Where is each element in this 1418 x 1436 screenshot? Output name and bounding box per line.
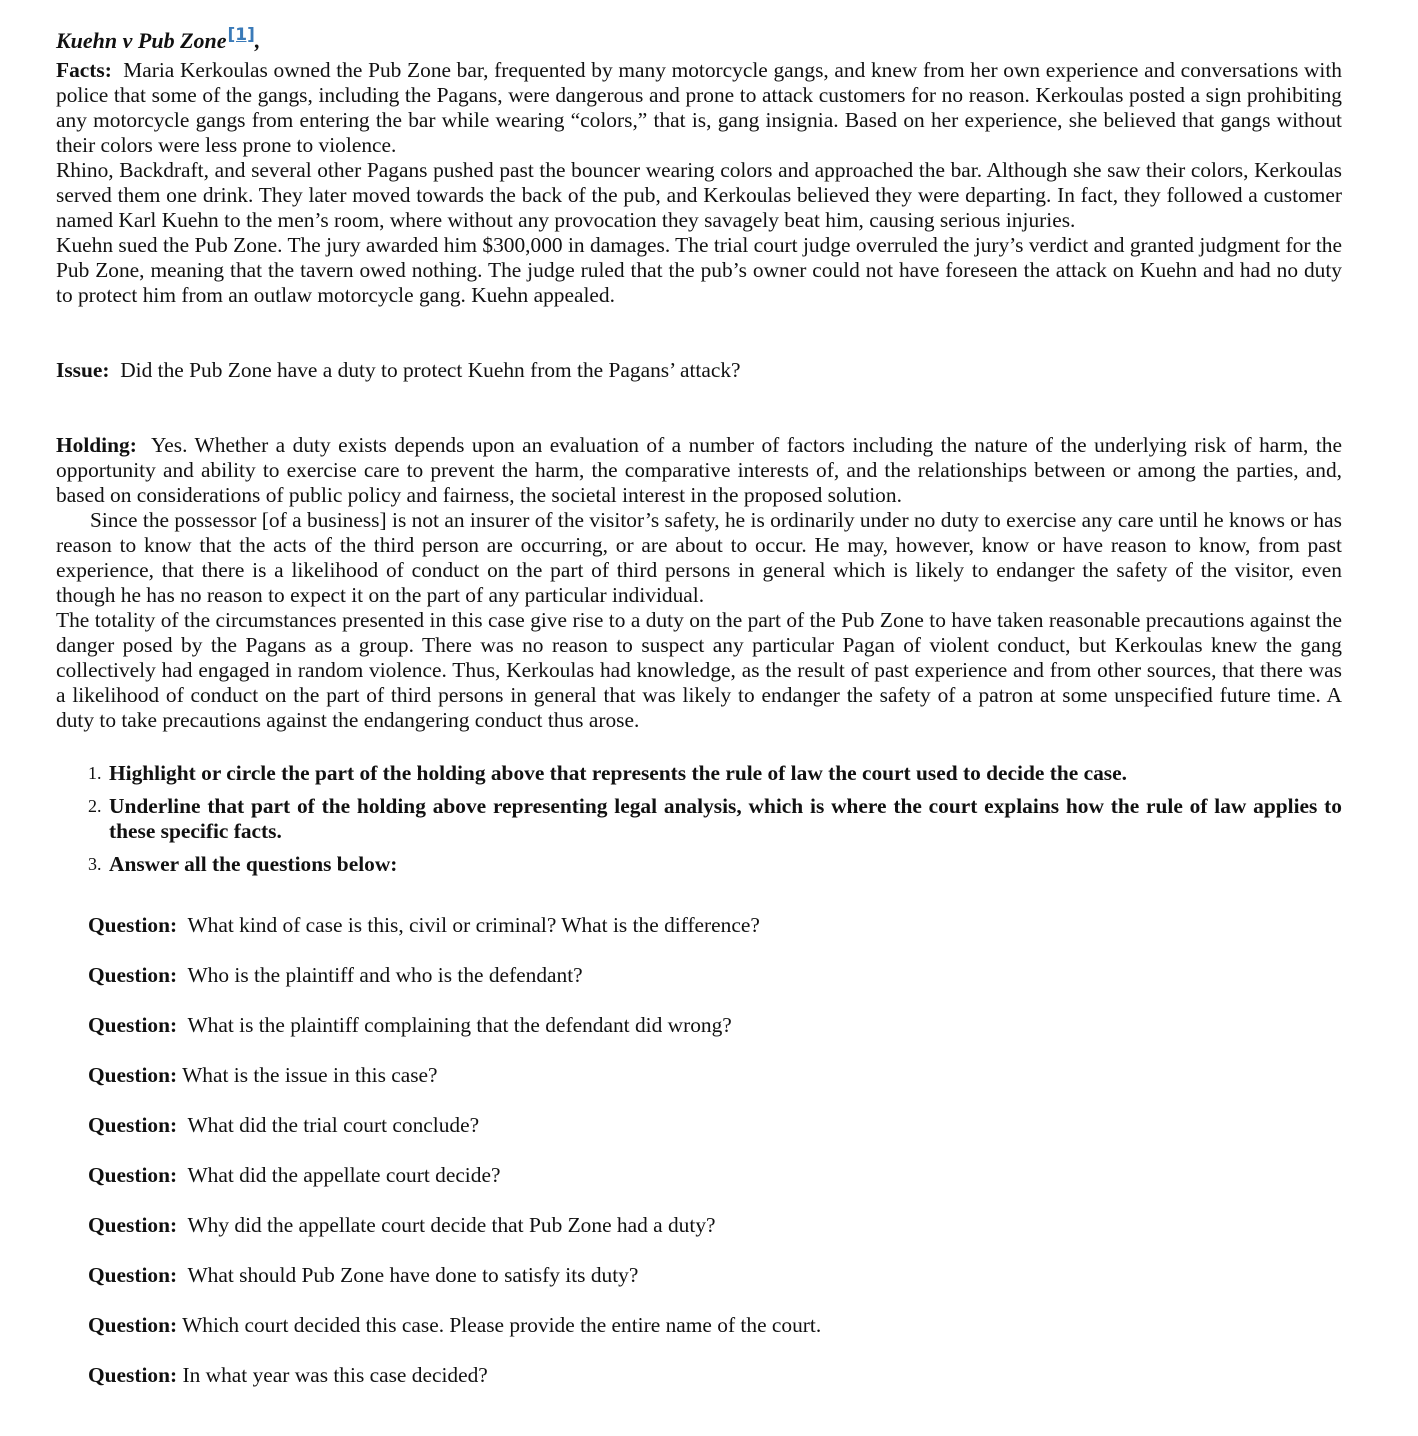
facts-text-1: Maria Kerkoulas owned the Pub Zone bar, frequented by many motorcycle gangs, and knew from her own experience and conversations with police that some of the gangs, including the Pagans, were dangerous and prone to attack customers for no reason. Kerkoulas posted a sign prohibiting any motorcycle gangs from entering the bar while wearing “colors,” that is, gang insignia. Based on her experience, she believed that gangs without their colors were less prone to violence. bbox=[56, 58, 1342, 157]
task-list bbox=[56, 761, 1342, 877]
holding-paragraph-2: Since the possessor [of a business] is not an insurer of the visitor’s safety, he is ordinarily under no duty to exercise any care until he knows or has reason to know that the acts of the third person are occurring, or are about to occur. He may, however, know or have reason to know, from past experience, that there is a likelihood of conduct on the part of third persons in general which is likely to endanger the safety of the visitor, even though he has no reason to expect it on the part of any particular individual. bbox=[56, 508, 1342, 607]
question-list bbox=[88, 913, 1342, 1388]
question-label: Question: bbox=[88, 1263, 178, 1287]
question-item bbox=[88, 1213, 1342, 1238]
question-text: What is the issue in this case? bbox=[182, 1063, 438, 1087]
question-text: What kind of case is this, civil or criminal? What is the difference? bbox=[187, 913, 760, 937]
task-text: Highlight or circle the part of the holding above that represents the rule of law the court used to decide the case. bbox=[109, 761, 1127, 785]
question-text: Which court decided this case. Please provide the entire name of the court. bbox=[182, 1313, 822, 1337]
question-item bbox=[88, 963, 1342, 988]
question-item bbox=[88, 1113, 1342, 1138]
footnote-link[interactable]: [1] bbox=[227, 25, 255, 45]
question-item bbox=[88, 1263, 1342, 1288]
question-label: Question: bbox=[88, 1213, 178, 1237]
question-label: Question: bbox=[88, 1013, 178, 1037]
task-item bbox=[88, 794, 1342, 844]
question-item bbox=[88, 1363, 1342, 1388]
question-label: Question: bbox=[88, 1113, 178, 1137]
question-label: Question: bbox=[88, 913, 178, 937]
question-item bbox=[88, 1163, 1342, 1188]
question-text: What did the appellate court decide? bbox=[187, 1163, 501, 1187]
task-number: 2. bbox=[88, 796, 102, 816]
question-item bbox=[88, 1013, 1342, 1038]
question-label: Question: bbox=[88, 1313, 178, 1337]
holding-label: Holding: bbox=[56, 433, 137, 457]
facts-paragraph-3: Kuehn sued the Pub Zone. The jury awarded him $300,000 in damages. The trial court judge overruled the jury’s verdict and granted judgment for the Pub Zone, meaning that the tavern owed nothing. The judge ruled that the pub’s owner could not have foreseen the attack on Kuehn and had no duty to protect him from an outlaw motorcycle gang. Kuehn appealed. bbox=[56, 233, 1342, 307]
question-label: Question: bbox=[88, 1363, 178, 1387]
question-label: Question: bbox=[88, 963, 178, 987]
question-text: Who is the plaintiff and who is the defendant? bbox=[187, 963, 583, 987]
question-text: What did the trial court conclude? bbox=[187, 1113, 480, 1137]
question-text: Why did the appellate court decide that Pub Zone had a duty? bbox=[187, 1213, 716, 1237]
question-label: Question: bbox=[88, 1063, 178, 1087]
question-text: In what year was this case decided? bbox=[182, 1363, 488, 1387]
issue-paragraph bbox=[56, 358, 1342, 383]
facts-paragraph bbox=[56, 58, 1342, 158]
document-page bbox=[56, 26, 1342, 1413]
question-item bbox=[88, 1313, 1342, 1338]
task-number: 1. bbox=[88, 763, 102, 783]
task-item bbox=[88, 761, 1342, 786]
issue-label: Issue: bbox=[56, 358, 110, 382]
task-number: 3. bbox=[88, 854, 102, 874]
holding-paragraph-3: The totality of the circumstances presented in this case give rise to a duty on the part of the Pub Zone to have taken reasonable precautions against the danger posed by the Pagans as a group. There was no reason to suspect any particular Pagan of violent conduct, but Kerkoulas knew the gang collectively had engaged in random violence. Thus, Kerkoulas had knowledge, as the result of past experience and from other sources, that there was a likelihood of conduct on the part of third persons in general that was likely to endanger the safety of a patron at some unspecified future time. A duty to take precautions against the endangering conduct thus arose. bbox=[56, 608, 1342, 732]
case-title bbox=[56, 26, 1342, 58]
question-text: What should Pub Zone have done to satisfy its duty? bbox=[187, 1263, 639, 1287]
task-text: Underline that part of the holding above representing legal analysis, which is where the court explains how the rule of law applies to these specific facts. bbox=[109, 794, 1342, 843]
facts-paragraph-2: Rhino, Backdraft, and several other Pagans pushed past the bouncer wearing colors and approached the bar. Although she saw their colors, Kerkoulas served them one drink. They later moved towards the back of the pub, and Kerkoulas believed they were departing. In fact, they followed a customer named Karl Kuehn to the men’s room, where without any provocation they savagely beat him, causing serious injuries. bbox=[56, 158, 1342, 232]
facts-label: Facts: bbox=[56, 58, 112, 82]
holding-paragraph bbox=[56, 433, 1342, 508]
issue-text: Did the Pub Zone have a duty to protect Kuehn from the Pagans’ attack? bbox=[120, 358, 741, 382]
case-title-text: Kuehn v Pub Zone bbox=[56, 28, 227, 53]
question-text: What is the plaintiff complaining that the defendant did wrong? bbox=[187, 1013, 732, 1037]
question-item bbox=[88, 913, 1342, 938]
question-label: Question: bbox=[88, 1163, 178, 1187]
question-item bbox=[88, 1063, 1342, 1088]
task-text: Answer all the questions below: bbox=[109, 852, 398, 876]
case-title-trailing: , bbox=[254, 28, 261, 53]
holding-text-1: Yes. Whether a duty exists depends upon an evaluation of a number of factors including the nature of the underlying risk of harm, the opportunity and ability to exercise care to prevent the harm, the comparative interests of, and the relationships between or among the parties, and, based on considerations of public policy and fairness, the societal interest in the proposed solution. bbox=[56, 433, 1342, 507]
task-item bbox=[88, 852, 1342, 877]
